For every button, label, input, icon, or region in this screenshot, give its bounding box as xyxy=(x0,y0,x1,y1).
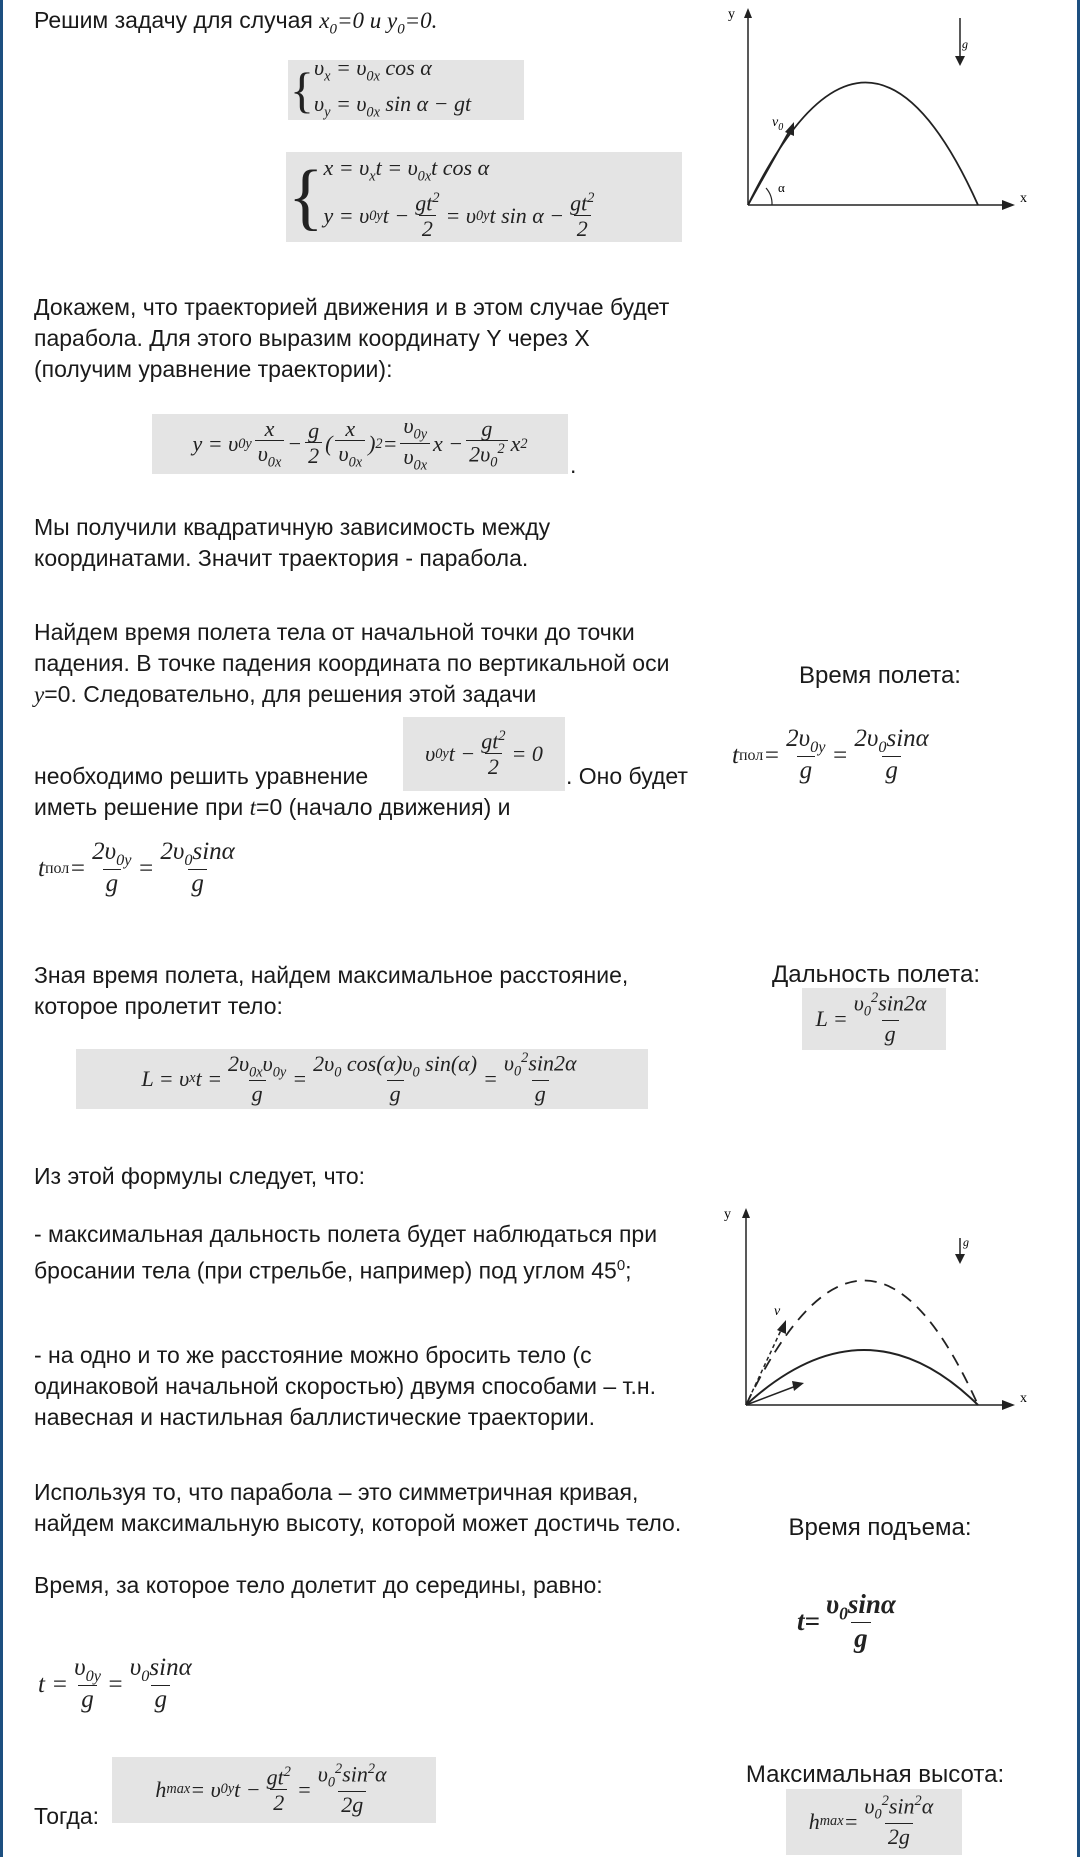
low-trajectory xyxy=(746,1350,978,1405)
bullet-two-trajectories: - на одно и то же расстояние можно бросить тело (с одинаковой начальной скоростью) двумя способами – т.н. навесная и настильная баллистические траектории. xyxy=(34,1342,657,1430)
coordinate-system-formula: { $x = \upsilon_xt = \upsilon_{0x}t$ cos α y = υ 0y t − $\frac{gt^2}{2}$ = υ 0y t sin α − $\frac{gt^2}{2}$ xyxy=(286,152,682,242)
y-axis-label: y xyxy=(728,7,735,22)
v-label-2: v xyxy=(774,1304,781,1319)
alpha-label: α xyxy=(778,180,785,195)
half-time-paragraph: Время, за которое тело долетит до середины, равно: xyxy=(34,1572,603,1598)
quadratic-paragraph: Мы получили квадратичную зависимость между координатами. Значит траектория - парабола. xyxy=(34,514,551,571)
max-height-formula-right: h max = $\frac{\upsilon_0^2\sin^2\alpha}{2g}$ xyxy=(786,1789,962,1855)
y-axis-label-2: y xyxy=(724,1207,731,1222)
two-trajectories-diagram xyxy=(720,1200,1040,1430)
follows-paragraph: Из этой формулы следует, что: xyxy=(34,1163,366,1189)
range-paragraph: Зная время полета, найдем максимальное расстояние, которое пролетит тело: xyxy=(34,962,629,1019)
rise-time-formula-left: t = $\frac{\upsilon_{0y}}{g}$ = $\frac{\upsilon_0\sin\alpha}{g}$ xyxy=(38,1654,192,1714)
high-trajectory xyxy=(746,1281,978,1406)
g-label: g xyxy=(962,37,968,51)
flight-time-solution-text: иметь решение при t=0 (начало движения) и xyxy=(34,794,511,820)
flight-time-formula-left: t пол = $\frac{2\upsilon_{0y}}{g}$ = $\frac{2\upsilon_0\sin\alpha}{g}$ xyxy=(38,838,235,898)
then-label: Тогда: xyxy=(34,1803,100,1829)
flight-time-equation-text: необходимо решить уравнение xyxy=(34,763,369,789)
range-formula: L = υ x t = $\frac{2\upsilon_{0x}\upsilon_{0y}}{g}$ = $\frac{2\upsilon_0 \cos(\alpha)\upsilon_0 \sin(\alpha)}{g}$ = $\frac{\upsilon_0^2\sin 2\alpha}{g}$ xyxy=(76,1049,648,1109)
flight-time-formula-right: t пол = $\frac{2\upsilon_{0y}}{g}$ = $\frac{2\upsilon_0\sin\alpha}{g}$ xyxy=(732,725,929,785)
rise-time-formula-right: t= $\frac{\upsilon_0\sin\alpha}{g}$ xyxy=(797,1588,896,1654)
bullet-max-range: - максимальная дальность полета будет наблюдаться при бросании тела (при стрельбе, например) под углом $45^0$; xyxy=(34,1221,658,1284)
flight-time-cont: . Оно будет xyxy=(566,763,688,789)
trajectory-paragraph: Докажем, что траекторией движения и в этом случае будет парабола. Для этого выразим координату Y через X (получим уравнение траектории): xyxy=(34,294,670,382)
intro-text: Решим задачу для случая $x_0=0$ и $y_0=0$. xyxy=(34,7,438,38)
range-caption: Дальность полета: xyxy=(772,961,980,988)
x-axis-label-2: x xyxy=(1020,1391,1027,1406)
flight-time-caption: Время полета: xyxy=(799,662,961,689)
velocity-system-formula: { $\upsilon_x = \upsilon_{0x}$ cos α $\upsilon_y = \upsilon_{0x}$ sin α − gt xyxy=(288,60,524,120)
flight-time-equation: υ 0y t − $\frac{gt^2}{2}$ = 0 xyxy=(403,717,565,791)
max-height-formula: h max = υ 0y t − $\frac{gt^2}{2}$ = $\frac{\upsilon_0^2\sin^2\alpha}{2g}$ xyxy=(112,1757,436,1823)
v0-label: $v_0$ xyxy=(772,115,784,133)
g-label-2: g xyxy=(963,1235,969,1249)
left-border xyxy=(0,0,3,1857)
x-axis-label: x xyxy=(1020,191,1027,206)
trajectory-diagram xyxy=(720,0,1040,230)
range-formula-right: L = $\frac{\upsilon_0^2\sin 2\alpha}{g}$ xyxy=(802,988,946,1050)
rise-time-caption: Время подъема: xyxy=(788,1514,972,1541)
max-height-caption: Максимальная высота: xyxy=(745,1761,1005,1788)
trajectory-equation: y = υ 0y $\frac{x}{\upsilon_{0x}}$ − $\frac{g}{2}$ ( $\frac{x}{\upsilon_{0x}}$ ) 2 = $\frac{\upsilon_{0y}}{\upsilon_{0x}}$ x − $\frac{g}{2\upsilon_0^2}$ x 2 xyxy=(152,414,568,474)
trajectory-period: . xyxy=(570,452,577,478)
flight-time-paragraph: Найдем время полета тела от начальной точки до точки падения. В точке падения координата по вертикальной оси y=0. Следовательно, для решения этой задачи xyxy=(34,619,670,707)
symmetric-paragraph: Используя то, что парабола – это симметричная кривая, найдем максимальную высоту, которой может достичь тело. xyxy=(34,1479,682,1536)
